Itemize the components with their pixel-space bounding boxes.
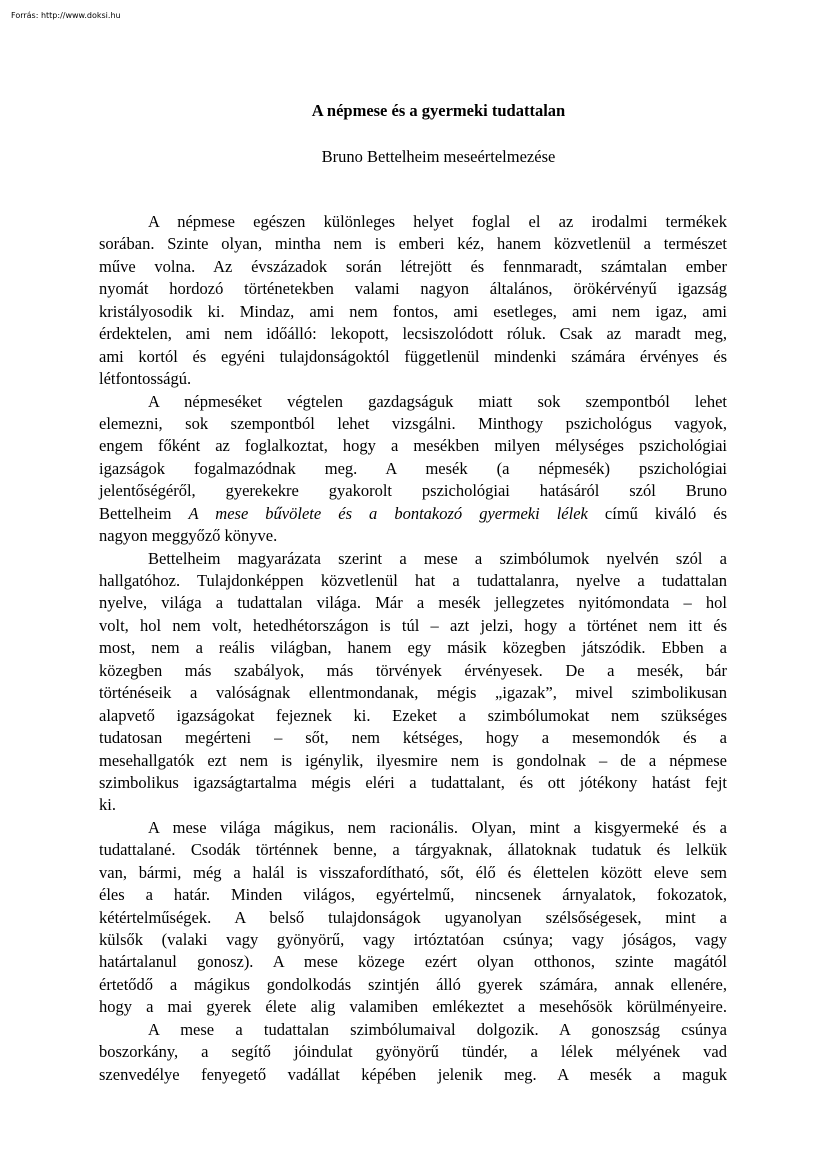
document-body	[99, 211, 727, 1086]
text-line: tudatosan megérteni – sőt, nem kétséges, hogy a mesemondók és a	[99, 728, 727, 748]
text-line: tudattalané. Csodák történnek benne, a tárgyaknak, állatoknak tudatuk és lelkük	[99, 840, 727, 860]
text-line: alapvető igazságokat fejeznek ki. Ezeket a szimbólumokat nem szükséges	[99, 705, 727, 725]
text-line: történéseik a valóságnak ellentmondanak, mégis „igazak”, mivel szimbolikusan	[99, 683, 727, 703]
text-line: közegben más szabályok, más törvények érvényesek. De a mesék, bár	[99, 660, 727, 680]
text-line: értetődő a mágikus gondolkodás szintjén álló gyerek számára, annak ellenére,	[99, 974, 727, 994]
text-line: szimbolikus igazságtartalma mégis eléri a tudattalant, és ott jótékony hatást fejt	[99, 772, 727, 792]
text-line: boszorkány, a segítő jóindulat gyönyörű tündér, a lélek mélyének vad	[99, 1042, 727, 1062]
text-line: szenvedélye fenyegető vadállat képében jelenik meg. A mesék a maguk	[99, 1064, 727, 1084]
text-line: érdektelen, ami nem időálló: lekopott, lecsiszolódott róluk. Csak az maradt meg,	[99, 324, 727, 344]
text-line: létfontosságú.	[99, 369, 192, 389]
text-line: ki.	[99, 795, 116, 815]
text-line: A népmeséket végtelen gazdagságuk miatt sok szempontból lehet	[148, 391, 727, 411]
document-subtitle: Bruno Bettelheim meseértelmezése	[321, 147, 556, 166]
text-fragment: című kiváló és	[587, 503, 727, 523]
text-line: hogy a mai gyerek élete alig valamiben emlékeztet a mesehősök körülményeire.	[99, 997, 727, 1017]
text-line: kristályosodik ki. Mindaz, ami nem fontos, ami esetleges, ami nem igaz, ami	[99, 301, 727, 321]
text-line: jelentőségéről, gyerekekre gyakorolt pszichológiai hatásáról szól Bruno	[99, 481, 727, 501]
text-line: van, bármi, még a halál is visszafordítható, sőt, élő és élettelen között eleve sem	[99, 862, 727, 882]
book-title: A mese bűvölete és a bontakozó gyermeki lélek	[188, 503, 588, 523]
text-line: külsők (valaki vagy gyönyörű, vagy irtóztatóan csúnya; vagy jóságos, vagy	[99, 930, 727, 949]
text-line: igazságok fogalmazódnak meg. A mesék (a népmesék) pszichológiai	[99, 458, 727, 478]
text-fragment: Bettelheim	[99, 503, 189, 523]
text-line: műve volna. Az évszázadok során létrejött és fennmaradt, számtalan ember	[99, 256, 727, 276]
source-note: Forrás: http://www.doksi.hu	[11, 11, 121, 20]
text-line: A mese a tudattalan szimbólumaival dolgozik. A gonoszság csúnya	[148, 1019, 727, 1039]
text-line: sorában. Szinte olyan, mintha nem is emberi kéz, hanem közvetlenül a természet	[99, 234, 727, 254]
document-title: A népmese és a gyermeki tudattalan	[311, 101, 566, 120]
text-line: A népmese egészen különleges helyet foglal el az irodalmi termékek	[148, 212, 727, 231]
text-line: ami kortól és egyéni tulajdonságoktól függetlenül mindenki számára érvényes és	[99, 346, 727, 366]
text-line: éles a határ. Minden világos, egyértelmű, nincsenek árnyalatok, fokozatok,	[99, 885, 727, 905]
text-line-with-book-title	[99, 503, 727, 525]
text-line: volt, hol nem volt, hetedhétországon is túl – azt jelzi, hogy a történet nem itt és	[99, 615, 727, 635]
text-line: elemezni, sok szempontból lehet vizsgálni. Minthogy pszichológus vagyok,	[99, 413, 727, 433]
text-line: engem főként az foglalkoztat, hogy a mesékben milyen mélységes pszichológiai	[99, 436, 727, 456]
text-line: mesehallgatók ezt nem is igénylik, ilyesmire nem is gondolnak – de a népmese	[99, 750, 727, 770]
text-line: Bettelheim magyarázata szerint a mese a szimbólumok nyelvén szól a	[148, 548, 727, 568]
text-line: A mese világa mágikus, nem racionális. Olyan, mint a kisgyermeké és a	[148, 817, 727, 837]
text-line: nyomát hordozó történetekben valami nagyon általános, örökérvényű igazság	[99, 279, 727, 299]
text-line: nagyon meggyőző könyve.	[99, 526, 278, 546]
text-line: most, nem a reális világban, hanem egy másik közegben játszódik. Ebben a	[99, 638, 727, 658]
text-line: nyelve, világa a tudattalan világa. Már a mesék jellegzetes nyitómondata – hol	[99, 593, 727, 613]
text-line: hallgatóhoz. Tulajdonképpen közvetlenül hat a tudattalanra, nyelve a tudattalan	[99, 571, 727, 590]
text-line: kétértelműségek. A belső tulajdonságok ugyanolyan szélsőségesek, mint a	[99, 907, 727, 927]
text-line: határtalanul gonosz). A mese közege ezért olyan otthonos, szinte magától	[99, 952, 727, 972]
